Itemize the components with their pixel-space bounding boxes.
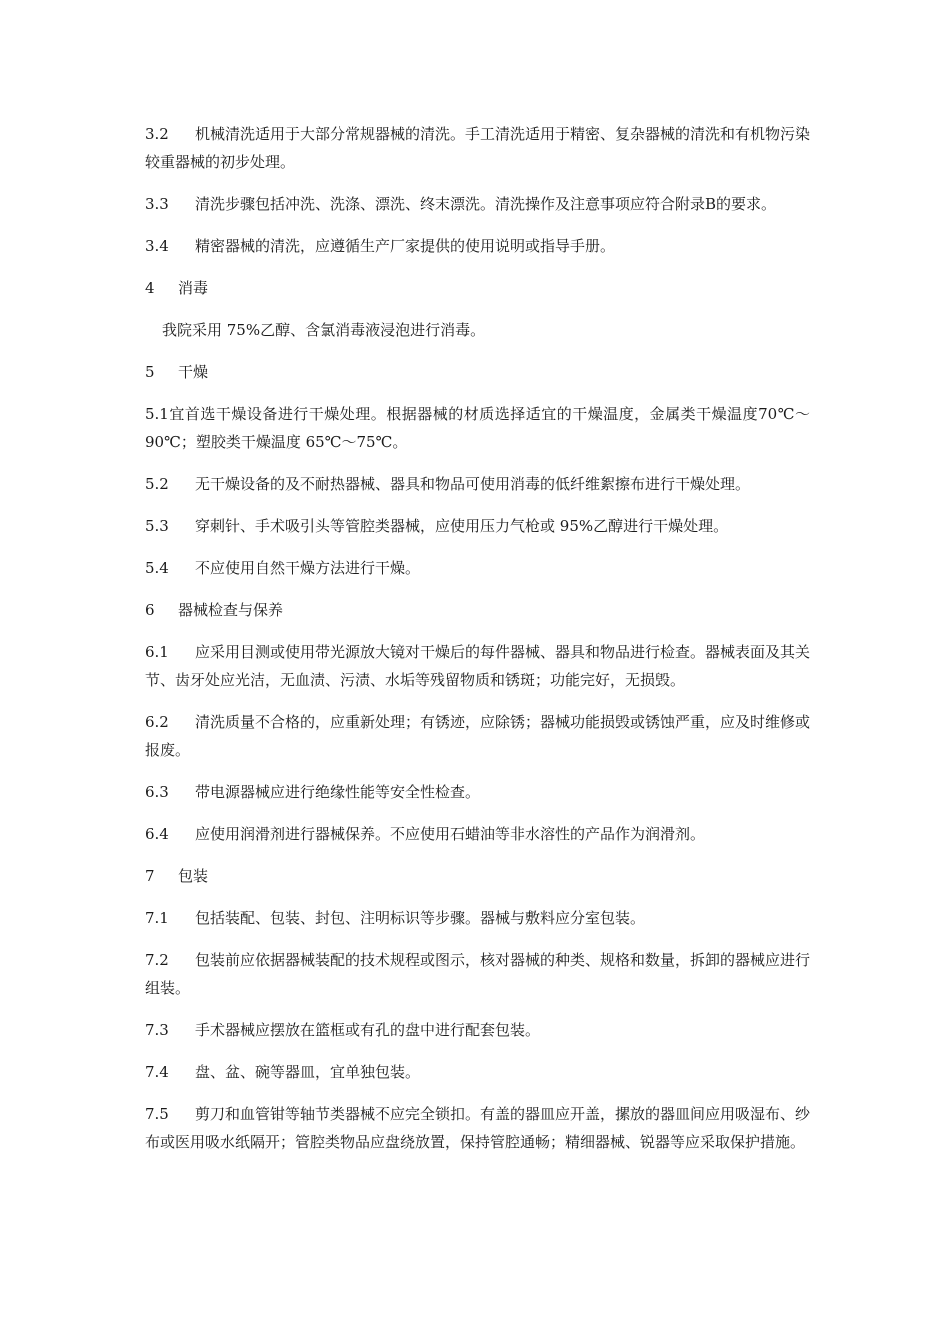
paragraph-text: 清洗质量不合格的，应重新处理；有锈迹，应除锈；器械功能损毁或锈蚀严重，应及时维修或报废。	[145, 713, 811, 759]
section-number: 5.3	[145, 517, 169, 535]
section-number: 6	[145, 601, 155, 619]
paragraph-text: 穿刺针、手术吸引头等管腔类器械，应使用压力气枪或 95%乙醇进行干燥处理。	[195, 517, 729, 535]
heading-6	[145, 596, 810, 624]
paragraph-7-4	[145, 1058, 810, 1086]
paragraph-text: 包括装配、包装、封包、注明标识等步骤。器械与敷料应分室包装。	[195, 909, 646, 927]
heading-text: 包装	[178, 867, 209, 885]
section-number: 6.3	[145, 783, 169, 801]
paragraph-text: 包装前应依据器械装配的技术规程或图示，核对器械的种类、规格和数量，拆卸的器械应进行组装。	[145, 951, 811, 997]
section-number: 5.4	[145, 559, 169, 577]
paragraph-6-1	[145, 638, 810, 694]
paragraph-text: 不应使用自然干燥方法进行干燥。	[195, 559, 421, 577]
heading-text: 器械检查与保养	[178, 601, 284, 619]
paragraph-text: 带电源器械应进行绝缘性能等安全性检查。	[195, 783, 481, 801]
section-number: 6.1	[145, 643, 169, 661]
section-number: 7.2	[145, 951, 169, 969]
section-number: 6.4	[145, 825, 169, 843]
heading-text: 消毒	[178, 279, 209, 297]
paragraph-text: 无干燥设备的及不耐热器械、器具和物品可使用消毒的低纤维絮擦布进行干燥处理。	[195, 475, 751, 493]
paragraph-text: 我院采用 75%乙醇、含氯消毒液浸泡进行消毒。	[162, 321, 486, 339]
section-number: 7	[145, 867, 155, 885]
section-number: 7.5	[145, 1105, 169, 1123]
paragraph-text: 精密器械的清洗，应遵循生产厂家提供的使用说明或指导手册。	[195, 237, 616, 255]
section-number: 5	[145, 363, 155, 381]
paragraph-5-2	[145, 470, 810, 498]
section-number: 7.3	[145, 1021, 169, 1039]
section-number: 5.1	[145, 405, 169, 423]
paragraph-3-4	[145, 232, 810, 260]
paragraph-7-3	[145, 1016, 810, 1044]
paragraph-text: 手术器械应摆放在篮框或有孔的盘中进行配套包装。	[195, 1021, 541, 1039]
section-number: 5.2	[145, 475, 169, 493]
paragraph-3-2	[145, 120, 810, 176]
paragraph-text: 剪刀和血管钳等轴节类器械不应完全锁扣。有盖的器皿应开盖，摞放的器皿间应用吸湿布、纱布或医用吸水纸隔开；管腔类物品应盘绕放置，保持管腔通畅；精细器械、锐器等应采取保护措施。	[145, 1105, 811, 1151]
paragraph-5-4	[145, 554, 810, 582]
section-number: 7.4	[145, 1063, 169, 1081]
paragraph-text: 宜首选干燥设备进行干燥处理。根据器械的材质选择适宜的干燥温度，金属类干燥温度70℃～90℃；塑胶类干燥温度 65℃～75℃。	[145, 405, 810, 451]
paragraph-7-1	[145, 904, 810, 932]
section-number: 3.2	[145, 125, 169, 143]
paragraph-text: 机械清洗适用于大部分常规器械的清洗。手工清洗适用于精密、复杂器械的清洗和有机物污染较重器械的初步处理。	[145, 125, 811, 171]
paragraph-text: 清洗步骤包括冲洗、洗涤、漂洗、终末漂洗。清洗操作及注意事项应符合附录B的要求。	[195, 195, 777, 213]
section-number: 7.1	[145, 909, 169, 927]
document-body	[145, 120, 810, 1170]
paragraph-text: 应使用润滑剂进行器械保养。不应使用石蜡油等非水溶性的产品作为润滑剂。	[195, 825, 706, 843]
heading-4	[145, 274, 810, 302]
section-number: 3.4	[145, 237, 169, 255]
heading-text: 干燥	[178, 363, 209, 381]
paragraph-text: 盘、盆、碗等器皿，宜单独包装。	[195, 1063, 421, 1081]
paragraph-7-2	[145, 946, 810, 1002]
paragraph-5-1	[145, 400, 810, 456]
paragraph-4-body	[145, 316, 810, 344]
paragraph-3-3	[145, 190, 810, 218]
heading-7	[145, 862, 810, 890]
paragraph-5-3	[145, 512, 810, 540]
paragraph-6-3	[145, 778, 810, 806]
paragraph-7-5	[145, 1100, 810, 1156]
section-number: 4	[145, 279, 155, 297]
paragraph-text: 应采用目测或使用带光源放大镜对干燥后的每件器械、器具和物品进行检查。器械表面及其关节、齿牙处应光洁，无血渍、污渍、水垢等残留物质和锈斑；功能完好，无损毁。	[145, 643, 811, 689]
paragraph-6-4	[145, 820, 810, 848]
paragraph-6-2	[145, 708, 810, 764]
heading-5	[145, 358, 810, 386]
section-number: 6.2	[145, 713, 169, 731]
section-number: 3.3	[145, 195, 169, 213]
